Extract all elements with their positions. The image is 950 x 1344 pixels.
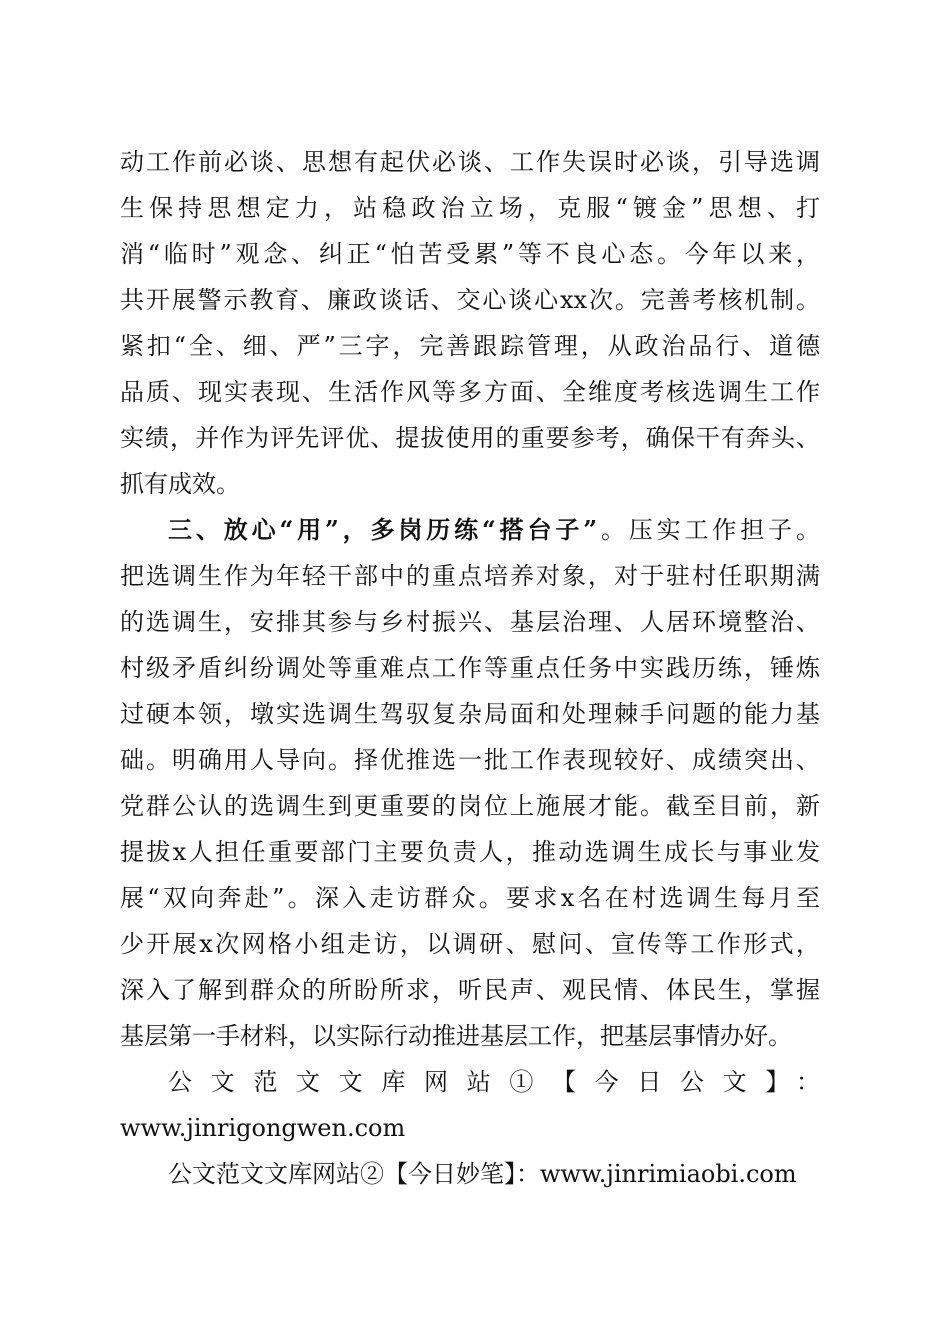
body-text-line: 深入了解到群众的所盼所求，听民声、观民情、体民生，掌握	[120, 976, 820, 1004]
body-text-line: 提拔x人担任重要部门主要负责人，推动选调生成长与事业发	[120, 838, 820, 866]
body-text-line: 消“临时”观念、纠正“怕苦受累”等不良心态。今年以来，	[120, 240, 820, 268]
body-text-line: 把选调生作为年轻干部中的重点培养对象，对于驻村任职期满	[120, 562, 820, 590]
body-text-line: 抓有成效。	[120, 470, 240, 498]
body-text-line: 少开展x次网格小组走访，以调研、慰问、宣传等工作形式，	[120, 930, 820, 958]
body-text-line: 品质、现实表现、生活作风等多方面、全维度考核选调生工作	[120, 378, 820, 406]
body-text-line: 展“双向奔赴”。深入走访群众。要求x名在村选调生每月至	[120, 884, 820, 912]
footer-site-url-1: www.jinrigongwen.com	[120, 1114, 406, 1142]
body-text-line: 的选调生，安排其参与乡村振兴、基层治理、人居环境整治、	[120, 608, 820, 636]
body-text-line: 紧扣“全、细、严”三字，完善跟踪管理，从政治品行、道德	[120, 332, 820, 360]
body-text-line: 共开展警示教育、廉政谈话、交心谈心xx次。完善考核机制。	[120, 286, 820, 314]
body-text-line: 党群公认的选调生到更重要的岗位上施展才能。截至目前，新	[120, 792, 820, 820]
body-text-line: 过硬本领，墩实选调生驾驭复杂局面和处理棘手问题的能力基	[120, 700, 820, 728]
body-text-line: 基层第一手材料，以实际行动推进基层工作，把基层事情办好。	[120, 1022, 792, 1050]
body-text-line: 础。明确用人导向。择优推选一批工作表现较好、成绩突出、	[120, 746, 820, 774]
body-text-line: 实绩，并作为评先评优、提拔使用的重要参考，确保干有奔头、	[120, 424, 820, 452]
body-text-line: 生保持思想定力，站稳政治立场，克服“镀金”思想、打	[120, 194, 820, 222]
section-heading: 三、放心“用”，多岗历练“搭台子”	[168, 515, 598, 544]
body-text-line: 村级矛盾纠纷调处等重难点工作等重点任务中实践历练，锤炼	[120, 654, 820, 682]
footer-site-line-2: 公文范文文库网站②【今日妙笔】：www.jinrimiaobi.com	[168, 1160, 797, 1188]
body-text-line: 动工作前必谈、思想有起伏必谈、工作失误时必谈，引导选调	[120, 148, 820, 176]
footer-site-label-1: 公文范文文库网站①【今日公文】：	[168, 1068, 820, 1096]
section-heading-line	[168, 514, 820, 546]
section-heading-tail: 。压实工作担子。	[597, 516, 821, 544]
